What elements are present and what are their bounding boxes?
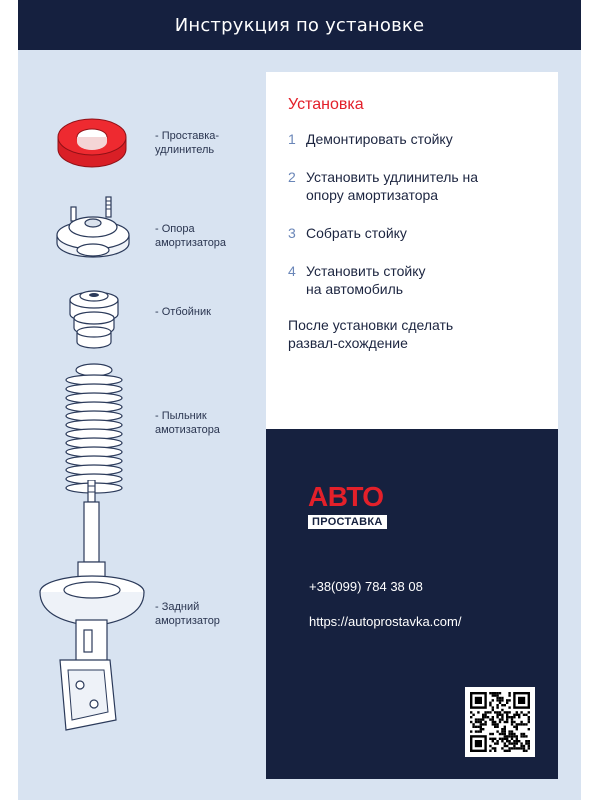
step-text: Демонтировать стойку <box>306 131 453 147</box>
install-step <box>288 130 538 148</box>
install-step <box>288 168 538 204</box>
step-number: 4 <box>288 263 296 279</box>
strut-mount-icon <box>54 193 132 263</box>
step-text: Собрать стойку <box>306 225 407 241</box>
website-link[interactable]: https://autoprostavka.com/ <box>309 614 462 629</box>
part-label-shock: - Задний амортизатор <box>155 601 220 627</box>
step-list <box>288 130 538 298</box>
step-number: 3 <box>288 225 296 241</box>
install-step <box>288 224 538 242</box>
parts-column <box>18 50 266 800</box>
shock-absorber-icon <box>38 480 148 740</box>
install-title: Установка <box>288 96 364 113</box>
brand-block <box>266 429 558 779</box>
part-label-boot: - Пыльник амотизатора <box>155 410 220 436</box>
part-label-bumpstop: - Отбойник <box>155 306 211 318</box>
brand-logo <box>308 482 387 530</box>
phone-number[interactable]: +38(099) 784 38 08 <box>309 579 423 594</box>
part-label-mount: - Опора амортизатора <box>155 223 227 249</box>
install-step <box>288 262 538 298</box>
step-number: 2 <box>288 169 296 185</box>
step-text: Установить удлинитель на опору амортизатора <box>306 169 479 203</box>
page-title: Инструкция по установке <box>174 14 425 36</box>
dust-boot-icon <box>62 360 126 500</box>
part-label-spacer: - Проставка- удлинитель <box>155 130 220 156</box>
bump-stop-icon <box>64 280 124 352</box>
step-text: Установить стойку на автомобиль <box>306 263 426 297</box>
logo-subtitle: ПРОСТАВКА <box>308 515 387 529</box>
spacer-ring-icon <box>54 115 130 173</box>
install-card <box>266 72 558 429</box>
logo-title: АВТО <box>308 481 384 512</box>
after-install-note: После установки сделать развал-схождение <box>288 317 454 351</box>
qr-code-image <box>470 692 530 752</box>
qr-code-icon[interactable] <box>465 687 535 757</box>
page-header <box>18 0 581 50</box>
step-number: 1 <box>288 131 296 147</box>
